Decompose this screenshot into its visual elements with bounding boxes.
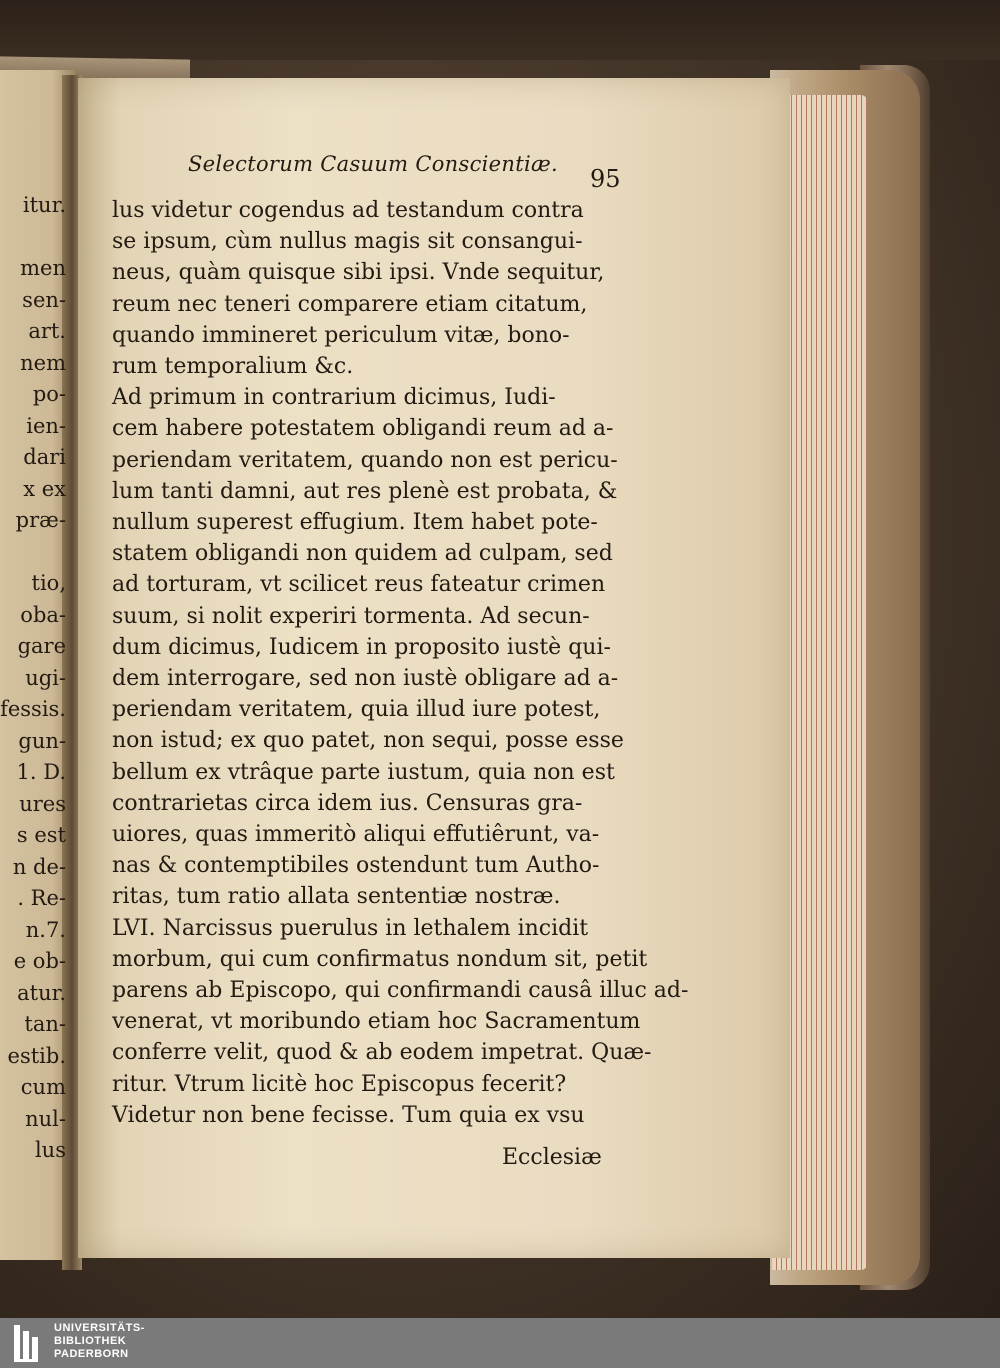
text-line: venerat, vt moribundo etiam hoc Sacramentum xyxy=(112,1009,641,1035)
page-body-text xyxy=(112,195,689,1131)
left-page-fragment: tio, xyxy=(31,571,66,595)
left-page-fragment: s est xyxy=(16,823,66,847)
text-line: se ipsum, cùm nullus magis sit consangui- xyxy=(112,229,583,255)
text-line: cem habere potestatem obligandi reum ad a- xyxy=(112,416,614,442)
text-line: conferre velit, quod & ab eodem impetrat. Quæ- xyxy=(112,1040,652,1066)
left-page-fragment: sen- xyxy=(22,287,66,312)
text-line: periendam veritatem, quia illud iure potest, xyxy=(112,697,601,723)
left-page-fragment: x ex xyxy=(23,476,66,501)
left-page-fragment: nul- xyxy=(25,1106,66,1131)
left-page-fragment: nem xyxy=(20,350,66,375)
text-line: Videtur non bene fecisse. Tum quia ex vsu xyxy=(112,1102,585,1128)
library-name-line1: UNIVERSITÄTS- xyxy=(54,1322,145,1334)
text-line: periendam veritatem, quando non est pericu- xyxy=(112,447,618,473)
catchword: Ecclesiæ xyxy=(502,1145,602,1170)
text-line: uiores, quas immeritò aliqui effutiêrunt, va- xyxy=(112,822,600,848)
text-line: ad torturam, vt scilicet reus fateatur crimen xyxy=(112,572,606,598)
left-page-fragment: lus xyxy=(34,1138,66,1162)
left-page-text-fragments xyxy=(0,190,66,1167)
left-page-fragment: n.7. xyxy=(25,917,66,942)
left-page-fragment: oba- xyxy=(20,602,66,627)
left-page-fragment xyxy=(0,222,66,254)
left-page-fragment: præ- xyxy=(15,508,66,532)
left-page-fragment: n de- xyxy=(12,854,66,879)
left-page-fragment: dari xyxy=(23,445,66,469)
left-page-fragment: . Re- xyxy=(17,886,66,910)
text-line: LVI. Narcissus puerulus in lethalem incidit xyxy=(112,915,589,941)
text-line: non istud; ex quo patet, non sequi, posse esse xyxy=(112,728,624,754)
text-line: lum tanti damni, aut res plenè est probata, & xyxy=(112,478,618,504)
text-line: parens ab Episcopo, qui confirmandi causâ illuc ad- xyxy=(112,978,689,1004)
page-number: 95 xyxy=(590,165,621,193)
scan-background-top xyxy=(0,0,1000,60)
left-page-fragment: tan- xyxy=(24,1012,66,1036)
left-page-fragment: estib. xyxy=(7,1043,66,1068)
text-line: ritas, tum ratio allata sententiæ nostræ. xyxy=(112,884,561,910)
library-name-line3: PADERBORN xyxy=(54,1348,129,1360)
left-page-fragment: po- xyxy=(32,382,66,406)
library-name-line2: BIBLIOTHEK xyxy=(54,1335,127,1347)
left-page-fragment: ures xyxy=(19,791,66,816)
left-page-fragment: itur. xyxy=(22,193,66,217)
left-page-fragment: ien- xyxy=(26,413,66,438)
library-footer xyxy=(0,1318,1000,1368)
text-line: dem interrogare, sed non iustè obligare ad a- xyxy=(112,666,619,692)
text-line: quando immineret periculum vitæ, bono- xyxy=(112,322,570,348)
library-logo-icon xyxy=(12,1323,46,1363)
text-line: reum nec teneri comparere etiam citatum, xyxy=(112,291,588,317)
left-page-fragment: gare xyxy=(17,634,66,658)
text-line: statem obligandi non quidem ad culpam, sed xyxy=(112,541,613,567)
left-page-fragment: men xyxy=(20,256,66,280)
text-line: contrarietas circa idem ius. Censuras gra- xyxy=(112,790,583,816)
text-line: rum temporalium &c. xyxy=(112,354,354,380)
library-name xyxy=(54,1322,145,1361)
left-page-fragment xyxy=(0,537,66,569)
text-line: ritur. Vtrum licitè hoc Episcopus fecerit? xyxy=(112,1071,567,1097)
text-line: suum, si nolit experiri tormenta. Ad secun- xyxy=(112,603,590,629)
left-page-fragment: art. xyxy=(28,319,66,343)
text-line: dum dicimus, Iudicem in proposito iustè qui- xyxy=(112,634,611,660)
text-line: nullum superest effugium. Item habet pote- xyxy=(112,510,598,536)
left-page-fragment: atur. xyxy=(17,980,66,1005)
left-page-fragment: e ob- xyxy=(13,949,66,973)
text-line: neus, quàm quisque sibi ipsi. Vnde sequitur, xyxy=(112,260,605,286)
text-line: lus videtur cogendus ad testandum contra xyxy=(112,198,584,223)
text-line: morbum, qui cum confirmatus nondum sit, petit xyxy=(112,946,648,972)
text-line: nas & contemptibiles ostendunt tum Autho- xyxy=(112,853,600,879)
text-line: Ad primum in contrarium dicimus, Iudi- xyxy=(112,385,556,411)
left-page-fragment: ugi- xyxy=(25,665,66,690)
left-page-fragment: gun- xyxy=(18,728,66,753)
left-page-fragment: fessis. xyxy=(0,697,66,721)
left-page-fragment: cum xyxy=(20,1075,66,1099)
left-page-fragment: 1. D. xyxy=(16,760,66,784)
text-line: bellum ex vtrâque parte iustum, quia non est xyxy=(112,759,615,785)
running-head: Selectorum Casuum Conscientiæ. xyxy=(188,152,558,176)
